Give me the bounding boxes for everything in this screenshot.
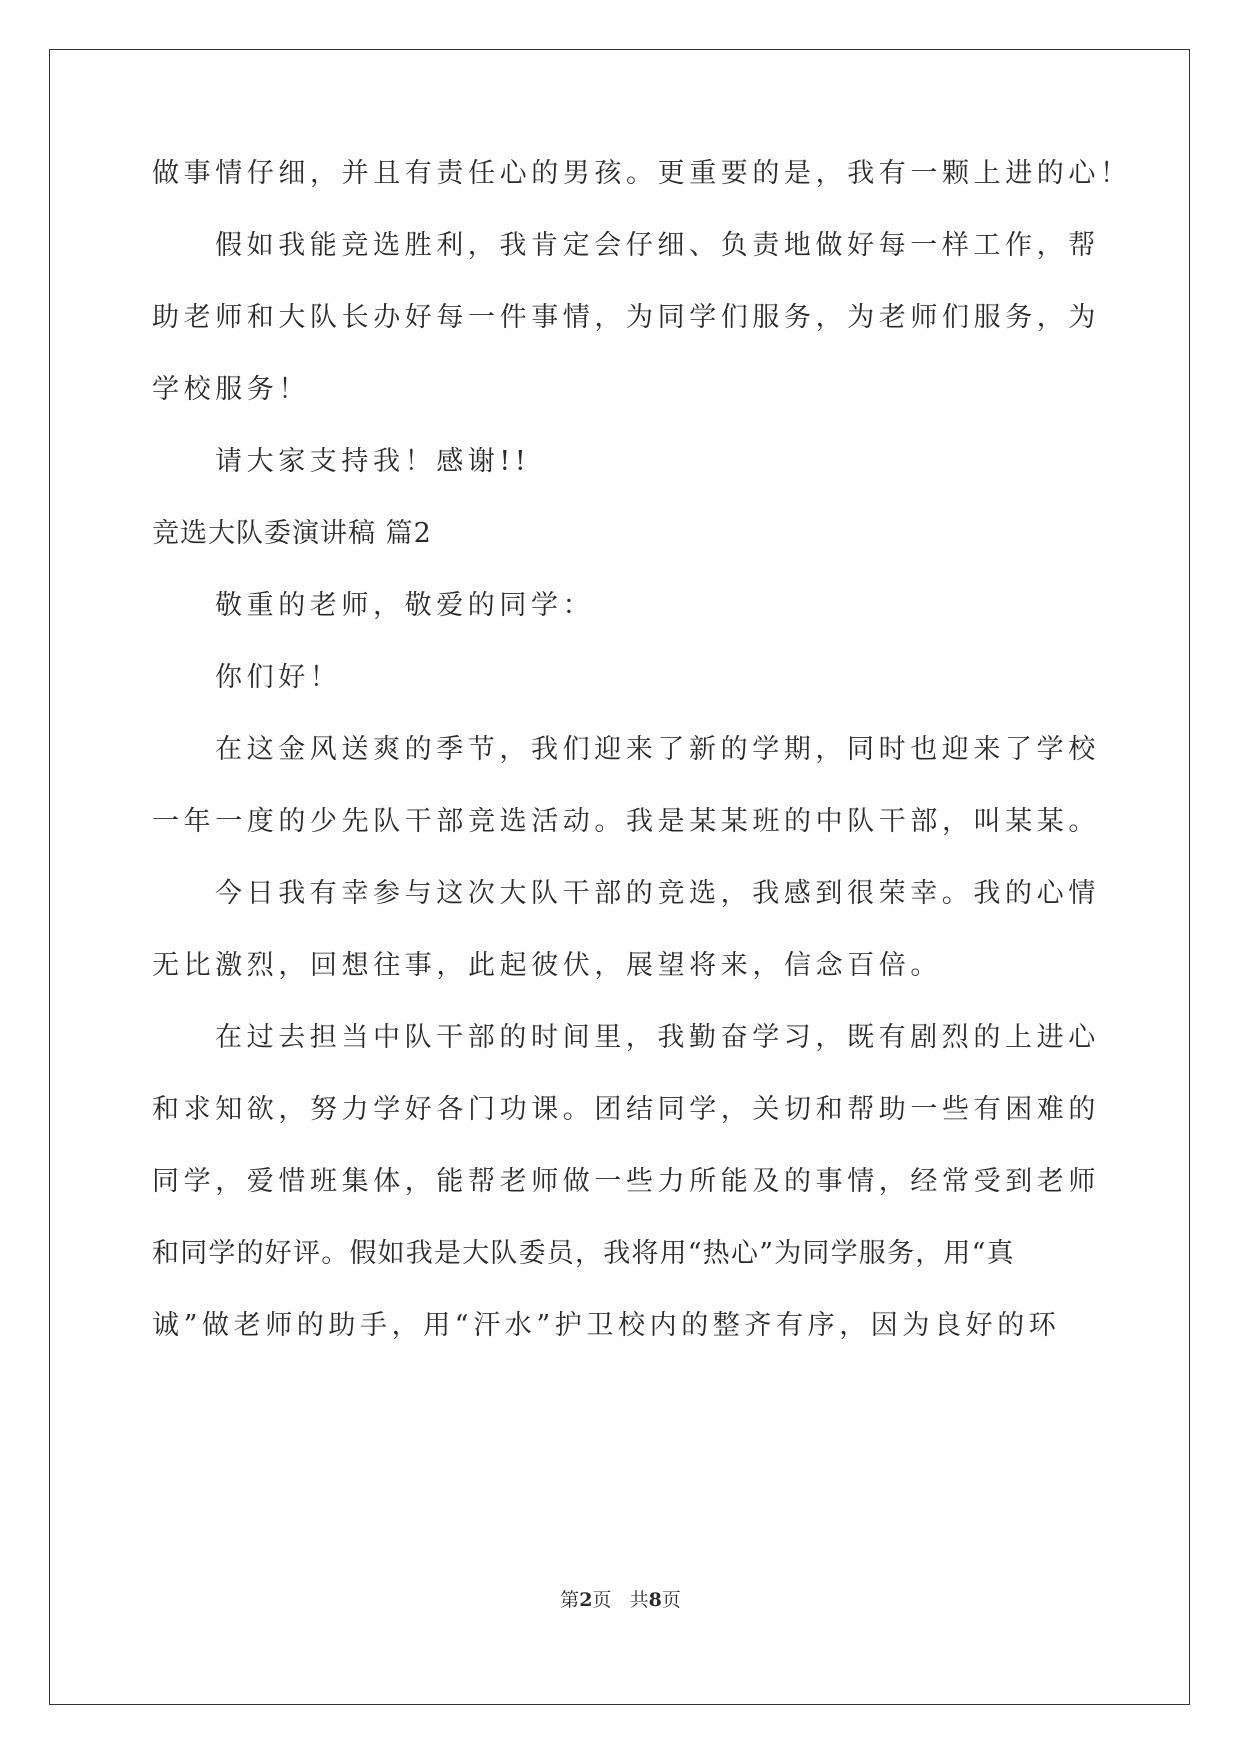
- page-footer: [0, 1588, 1241, 1612]
- paragraph-line: 同学，爱惜班集体，能帮老师做一些力所能及的事情，经常受到老师: [152, 1166, 1100, 1197]
- paragraph-line: 和求知欲，努力学好各门功课。团结同学，关切和帮助一些有困难的: [152, 1094, 1100, 1125]
- total-pages: 8: [648, 1589, 662, 1611]
- page-number: 2: [579, 1589, 593, 1611]
- page-suffix: 页: [592, 1589, 612, 1611]
- total-prefix: 共: [629, 1589, 649, 1611]
- paragraph-line: 做事情仔细，并且有责任心的男孩。更重要的是，我有一颗上进的心！: [152, 158, 1132, 189]
- salutation-line: 敬重的老师，敬爱的同学：: [215, 590, 595, 621]
- paragraph-line: 诚”做老师的助手，用“汗水”护卫校内的整齐有序，因为良好的环: [152, 1310, 1061, 1341]
- paragraph-line: 请大家支持我！感谢!!: [215, 446, 531, 477]
- paragraph-line: 假如我能竞选胜利，我肯定会仔细、负责地做好每一样工作，帮: [215, 230, 1100, 261]
- paragraph-line: 和同学的好评。假如我是大队委员，我将用“热心”为同学服务，用“真: [152, 1238, 1015, 1269]
- paragraph-line: 助老师和大队长办好每一件事情，为同学们服务，为老师们服务，为: [152, 302, 1100, 333]
- greeting-line: 你们好！: [215, 662, 342, 693]
- paragraph-line: 今日我有幸参与这次大队干部的竞选，我感到很荣幸。我的心情: [215, 878, 1100, 909]
- paragraph-line: 学校服务！: [152, 374, 310, 405]
- paragraph-line: 无比激烈，回想往事，此起彼伏，展望将来，信念百倍。: [152, 950, 942, 981]
- total-suffix: 页: [661, 1589, 681, 1611]
- paragraph-line: 一年一度的少先队干部竞选活动。我是某某班的中队干部，叫某某。: [152, 806, 1100, 837]
- section-heading: 竞选大队委演讲稿 篇2: [152, 518, 432, 549]
- paragraph-line: 在这金风送爽的季节，我们迎来了新的学期，同时也迎来了学校: [215, 734, 1100, 765]
- page-prefix: 第: [560, 1589, 580, 1611]
- paragraph-line: 在过去担当中队干部的时间里，我勤奋学习，既有剧烈的上进心: [215, 1022, 1100, 1053]
